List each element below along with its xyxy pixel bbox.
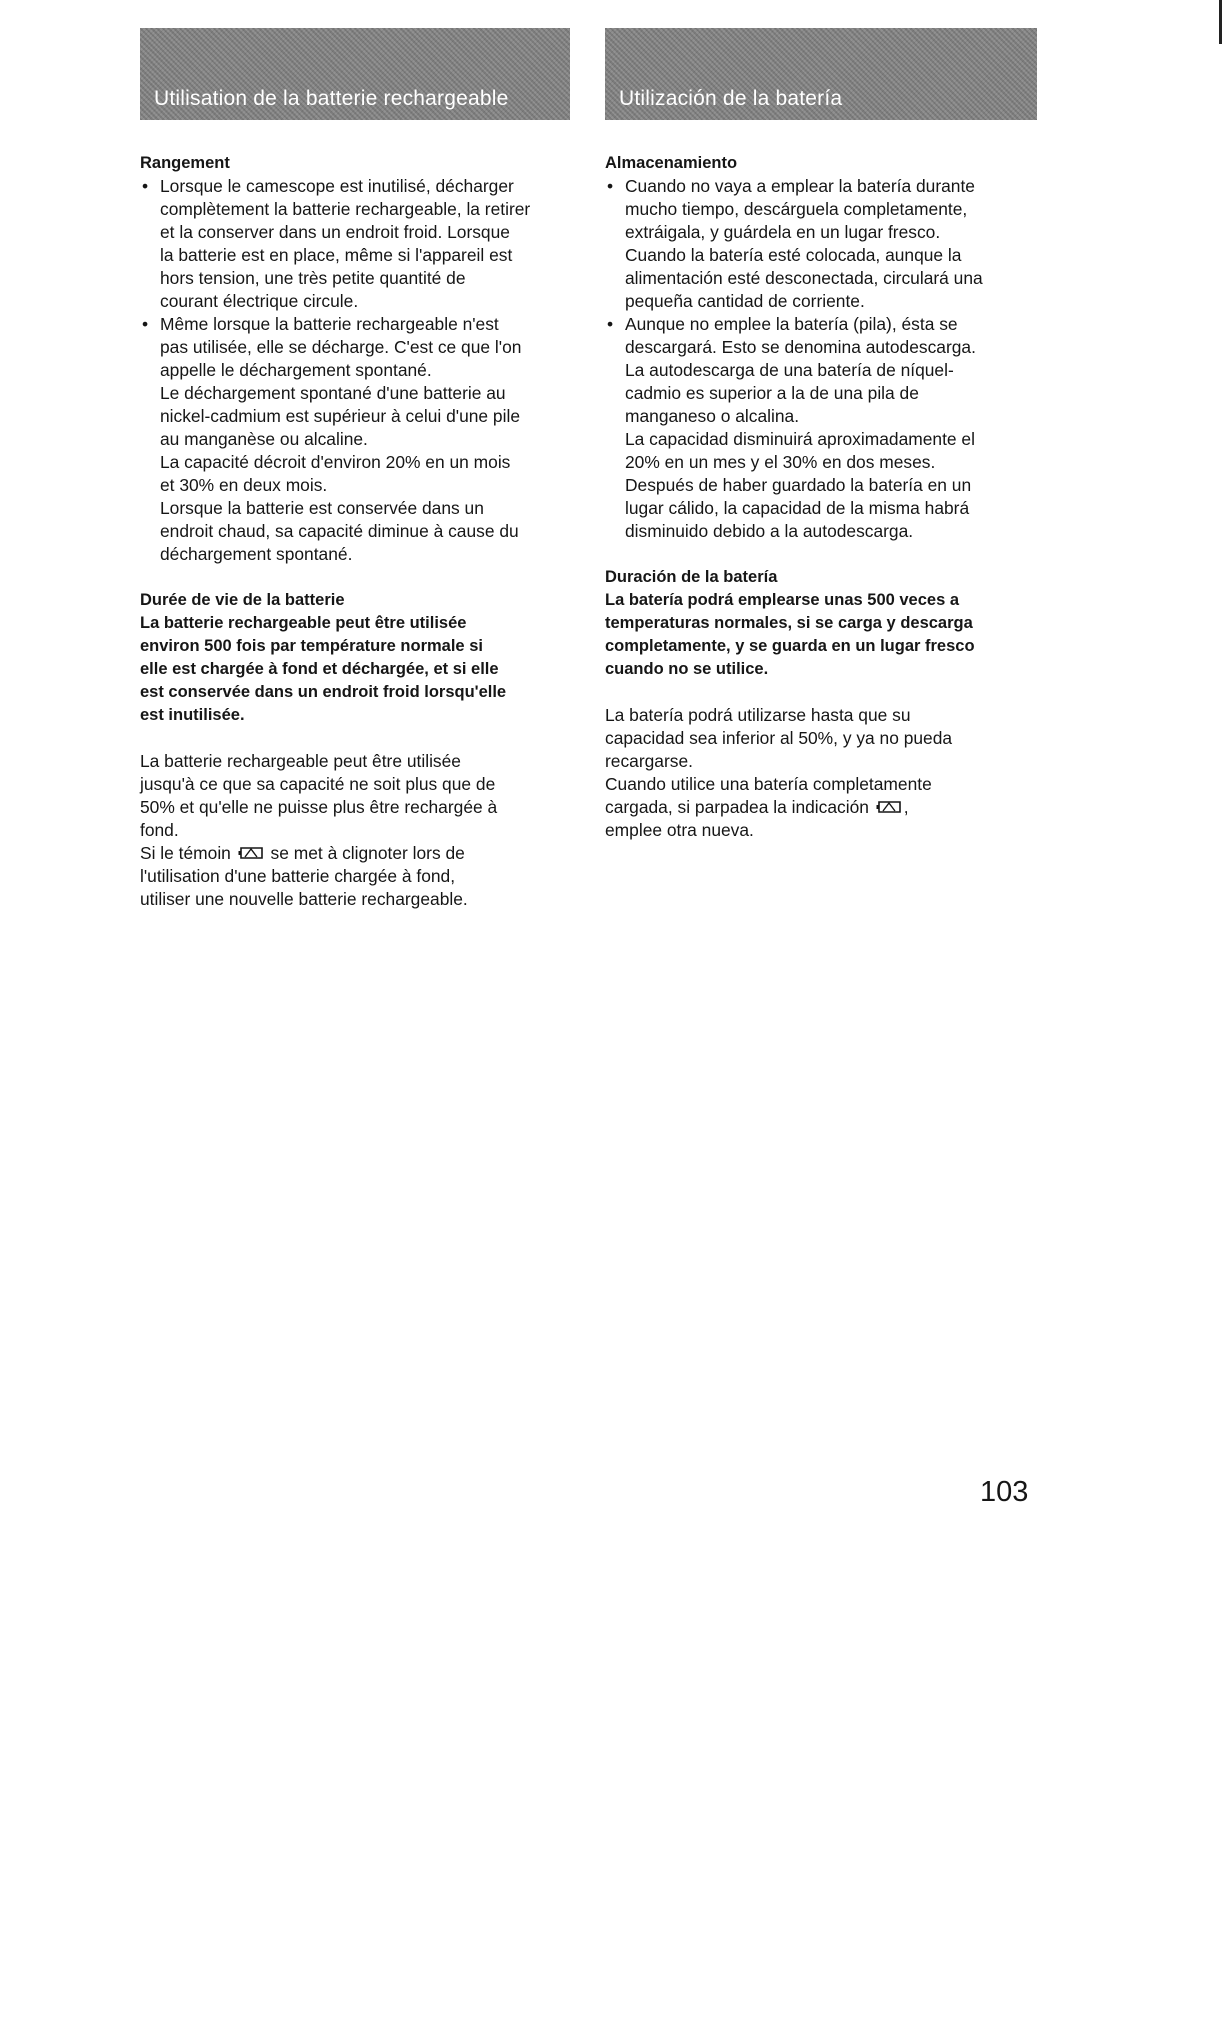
page-number: 103: [980, 1476, 1029, 1508]
text-line: la batterie est en place, même si l'appareil est: [160, 245, 513, 265]
text-line: completamente, y se guarda en un lugar fresco: [605, 637, 975, 655]
spanish-storage-list: [605, 175, 1037, 543]
page-edge-mark: [1219, 0, 1222, 44]
battery-empty-icon: [876, 800, 902, 814]
text-line: • Même lorsque la batterie rechargeable n'est: [160, 314, 499, 334]
french-storage-heading: Rangement: [140, 154, 230, 172]
text-segment: ,: [903, 797, 909, 817]
french-storage-bullet-2: [140, 313, 570, 566]
french-storage-list: [140, 175, 570, 566]
french-capacity-paragraph: [140, 750, 570, 911]
text-line: [140, 842, 570, 865]
text-line: capacidad sea inferior al 50%, y ya no pueda: [605, 728, 953, 748]
text-line: • Lorsque le camescope est inutilisé, décharger: [160, 176, 514, 196]
text-line: La capacidad disminuirá aproximadamente el: [625, 429, 975, 449]
french-section-title: Utilisation de la batterie rechargeable: [154, 87, 509, 110]
text-line: [605, 796, 1037, 819]
text-line: Le déchargement spontané d'une batterie au: [160, 383, 506, 403]
text-line: emplee otra nueva.: [605, 820, 754, 840]
text-line: temperaturas normales, si se carga y descarga: [605, 614, 973, 632]
text-line: l'utilisation d'une batterie chargée à fond,: [140, 866, 456, 886]
text-line: La capacité décroit d'environ 20% en un mois: [160, 452, 511, 472]
text-line: La batería podrá emplearse unas 500 veces a: [605, 591, 960, 609]
text-line: complètement la batterie rechargeable, la retirer: [160, 199, 531, 219]
text-line: lugar cálido, la capacidad de la misma habrá: [625, 498, 970, 518]
spanish-capacity-paragraph: [605, 704, 1037, 842]
text-line: La batterie rechargeable peut être utilisée: [140, 614, 467, 632]
text-line: recargarse.: [605, 751, 693, 771]
text-line: Cuando utilice una batería completamente: [605, 774, 932, 794]
text-segment: se met à clignoter lors de: [270, 843, 465, 863]
french-section-banner: [140, 28, 570, 120]
text-line: Después de haber guardado la batería en un: [625, 475, 972, 495]
text-segment: cargada, si parpadea la indicación: [605, 797, 869, 817]
french-life-heading: Durée de vie de la batterie: [140, 591, 345, 609]
text-segment: Si le témoin: [140, 843, 231, 863]
text-line: déchargement spontané.: [160, 544, 353, 564]
text-line: Cuando la batería esté colocada, aunque la: [625, 245, 962, 265]
text-line: endroit chaud, sa capacité diminue à cause du: [160, 521, 519, 541]
spanish-life-paragraph: [605, 589, 1037, 681]
text-line: courant électrique circule.: [160, 291, 359, 311]
text-line: cuando no se utilice.: [605, 660, 769, 678]
spanish-life-heading: Duración de la batería: [605, 568, 778, 586]
text-line: au manganèse ou alcaline.: [160, 429, 368, 449]
french-content: [140, 152, 570, 911]
text-line: nickel-cadmium est supérieur à celui d'une pile: [160, 406, 521, 426]
text-line: pas utilisée, elle se décharge. C'est ce que l'on: [160, 337, 522, 357]
text-line: cadmio es superior a la de una pila de: [625, 383, 919, 403]
spanish-storage-bullet-2: [605, 313, 1037, 543]
text-line: utiliser une nouvelle batterie rechargeable.: [140, 889, 468, 909]
spanish-content: [605, 152, 1037, 842]
text-line: 20% en un mes y el 30% en dos meses.: [625, 452, 936, 472]
text-line: environ 500 fois par température normale si: [140, 637, 483, 655]
text-line: est inutilisée.: [140, 706, 245, 724]
spanish-column: [605, 28, 1037, 842]
spanish-section-title: Utilización de la batería: [619, 87, 843, 110]
text-line: jusqu'à ce que sa capacité ne soit plus que de: [140, 774, 496, 794]
text-line: Lorsque la batterie est conservée dans un: [160, 498, 484, 518]
text-line: disminuido debido a la autodescarga.: [625, 521, 914, 541]
text-line: et la conserver dans un endroit froid. Lorsque: [160, 222, 510, 242]
text-line: fond.: [140, 820, 179, 840]
text-line: • Cuando no vaya a emplear la batería durante: [625, 176, 975, 196]
text-line: elle est chargée à fond et déchargée, et si elle: [140, 660, 499, 678]
french-life-paragraph: [140, 612, 570, 727]
text-line: extráigala, y guárdela en un lugar fresco.: [625, 222, 941, 242]
text-line: La batterie rechargeable peut être utilisée: [140, 751, 461, 771]
text-line: hors tension, une très petite quantité de: [160, 268, 466, 288]
text-line: 50% et qu'elle ne puisse plus être rechargée à: [140, 797, 498, 817]
spanish-storage-heading: Almacenamiento: [605, 154, 738, 172]
spanish-section-banner: [605, 28, 1037, 120]
text-line: pequeña cantidad de corriente.: [625, 291, 865, 311]
text-line: La batería podrá utilizarse hasta que su: [605, 705, 911, 725]
text-line: et 30% en deux mois.: [160, 475, 328, 495]
text-line: La autodescarga de una batería de níquel-: [625, 360, 954, 380]
text-line: mucho tiempo, descárguela completamente,: [625, 199, 968, 219]
text-line: est conservée dans un endroit froid lorsqu'elle: [140, 683, 507, 701]
french-column: [140, 28, 570, 911]
text-line: manganeso o alcalina.: [625, 406, 800, 426]
text-line: descargará. Esto se denomina autodescarga.: [625, 337, 976, 357]
text-line: alimentación esté desconectada, circulará una: [625, 268, 983, 288]
battery-empty-icon: [238, 846, 264, 860]
french-storage-bullet-1: [140, 175, 570, 313]
text-line: appelle le déchargement spontané.: [160, 360, 432, 380]
text-line: • Aunque no emplee la batería (pila), ésta se: [625, 314, 958, 334]
spanish-storage-bullet-1: [605, 175, 1037, 313]
